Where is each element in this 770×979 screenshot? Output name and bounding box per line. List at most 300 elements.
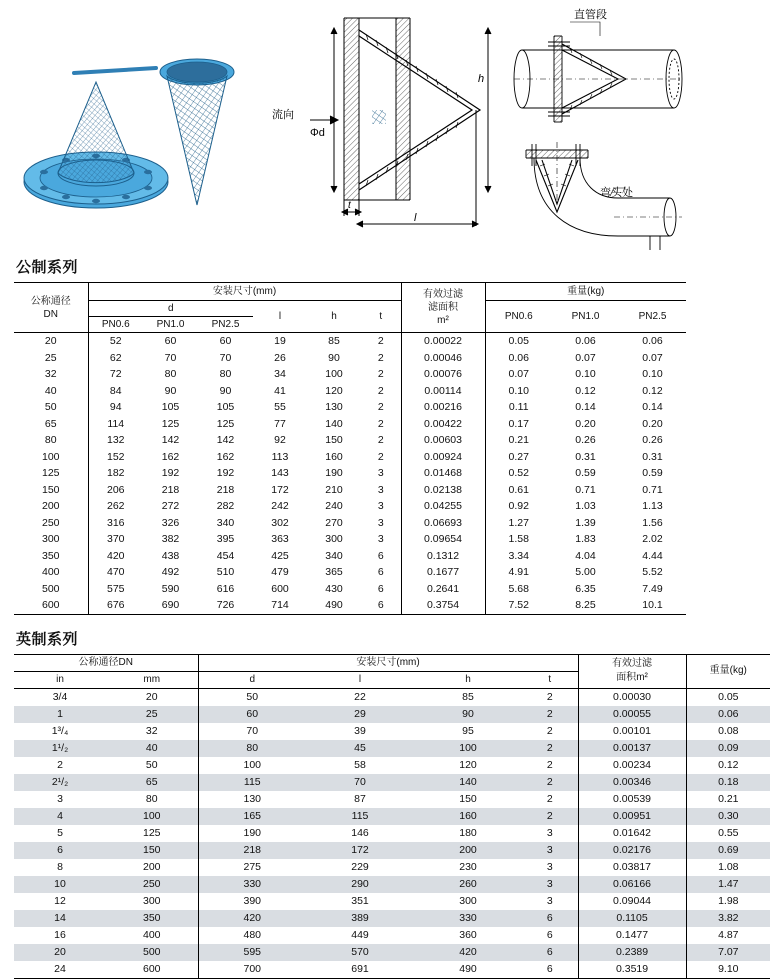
metric-cell-w-pn06: 0.52: [508, 467, 529, 479]
metric-cell-dn: 65: [14, 416, 88, 433]
metric-header-h: h: [331, 311, 337, 322]
imperial-cell-t: 2: [522, 791, 578, 808]
metric-cell-d-pn10: 70: [164, 351, 177, 364]
metric-cell-h: 160: [325, 450, 343, 463]
metric-cell-d-pn10: 272: [161, 500, 180, 512]
imperial-cell-area: 0.00137: [578, 740, 686, 757]
imperial-cell-in: 8: [57, 860, 63, 873]
table-row: [14, 581, 686, 598]
metric-cell-dn: 400: [14, 564, 88, 581]
table-row: [14, 465, 686, 482]
metric-cell-l: 41: [274, 384, 286, 397]
imperial-cell-area: 0.00234: [578, 757, 686, 774]
imperial-cell-h: 360: [459, 928, 477, 941]
imperial-cell-mm: 65: [106, 774, 198, 791]
metric-cell-dn: 200: [14, 498, 88, 515]
metric-cell-d-pn06: 676: [106, 599, 125, 611]
label-h: h: [478, 73, 485, 85]
imperial-cell-h: 300: [459, 894, 477, 907]
imperial-cell-weight: 4.87: [718, 928, 739, 941]
imperial-cell-mm: 300: [106, 893, 198, 910]
imperial-cell-d: 390: [243, 894, 262, 907]
metric-cell-w-pn25: 7.49: [642, 582, 663, 595]
metric-cell-t: 2: [361, 399, 401, 416]
metric-cell-w-pn10: 0.26: [575, 434, 596, 446]
cross-section-drawing: [310, 18, 491, 227]
imperial-cell-in: 4: [14, 808, 106, 825]
metric-cell-d-pn10: 80: [164, 368, 177, 380]
metric-cell-w-pn10: 5.00: [575, 566, 596, 578]
imperial-cell-d: 50: [246, 690, 259, 703]
imperial-cell-l: 172: [306, 842, 414, 859]
imperial-cell-weight: 0.09: [686, 740, 770, 757]
table-row: [14, 515, 686, 532]
imperial-cell-l: 229: [351, 860, 369, 873]
imperial-cell-area: 0.3519: [578, 961, 686, 979]
imperial-cell-d: 100: [243, 758, 262, 771]
imperial-cell-t: 3: [522, 859, 578, 876]
metric-header-weight-pn25: PN2.5: [638, 311, 667, 322]
metric-cell-t: 3: [361, 531, 401, 548]
metric-cell-w-pn25: 0.10: [642, 368, 663, 380]
metric-header-weight-pn10: PN1.0: [571, 311, 600, 322]
metric-cell-w-pn10: 0.07: [575, 351, 596, 364]
metric-cell-d-pn06: 62: [109, 351, 122, 364]
imperial-cell-area: 0.09044: [578, 893, 686, 910]
imperial-cell-t: 6: [522, 910, 578, 927]
metric-cell-w-pn25: 0.20: [642, 417, 663, 430]
metric-cell-d-pn10: 162: [161, 450, 180, 463]
metric-cell-w-pn06: 0.21: [508, 434, 529, 446]
metric-cell-d-pn06: 370: [106, 533, 125, 545]
metric-table: [14, 282, 686, 615]
table-row: [14, 842, 770, 859]
imperial-cell-mm: 150: [106, 842, 198, 859]
metric-cell-w-pn25: 0.59: [642, 467, 663, 479]
metric-cell-area: 0.00216: [401, 399, 485, 416]
imperial-cell-weight: 3.82: [686, 910, 770, 927]
table-row: [14, 482, 686, 499]
metric-cell-d-pn06: 84: [109, 384, 122, 397]
metric-cell-d-pn06: 470: [106, 566, 125, 578]
imperial-cell-l: 449: [351, 928, 369, 941]
table-row: [14, 808, 770, 825]
metric-cell-w-pn06: 4.91: [508, 566, 529, 578]
metric-cell-h: 190: [325, 467, 343, 479]
metric-cell-d-pn06: 420: [106, 549, 125, 562]
table-row: [14, 944, 770, 961]
metric-cell-w-pn10: 0.71: [575, 483, 596, 496]
table-row: [14, 791, 770, 808]
metric-cell-d-pn06: 575: [106, 582, 125, 595]
metric-cell-area: 0.00603: [401, 432, 485, 449]
imperial-header-weight: 重量(kg): [709, 665, 747, 676]
imperial-cell-h: 260: [414, 876, 522, 893]
metric-cell-d-pn25: 162: [216, 450, 235, 463]
metric-cell-w-pn25: 2.02: [642, 533, 663, 545]
imperial-cell-d: 595: [198, 944, 306, 961]
metric-cell-d-pn25: 726: [216, 599, 235, 611]
imperial-cell-l: 146: [351, 826, 369, 839]
imperial-cell-in: 20: [14, 944, 106, 961]
metric-cell-area: 0.09654: [401, 531, 485, 548]
metric-cell-d-pn10: 90: [164, 384, 177, 397]
illustration-svg: [14, 0, 686, 250]
metric-cell-area: 0.04255: [401, 498, 485, 515]
imperial-cell-area: 0.06166: [578, 876, 686, 893]
metric-cell-w-pn10: 1.03: [575, 500, 596, 512]
metric-cell-dn: 32: [14, 366, 88, 383]
metric-cell-dn: 25: [14, 350, 88, 367]
metric-cell-d-pn06: 132: [106, 434, 125, 446]
metric-cell-d-pn06: 206: [106, 483, 125, 496]
metric-cell-dn: 150: [14, 482, 88, 499]
table-row: [14, 859, 770, 876]
metric-cell-w-pn10: 0.14: [575, 401, 596, 413]
imperial-cell-t: 6: [522, 927, 578, 944]
metric-cell-dn: 100: [14, 449, 88, 466]
imperial-cell-weight: 1.98: [718, 894, 739, 907]
basket-strainer-photo: [24, 59, 234, 208]
metric-header-weight: 重量(kg): [485, 283, 686, 301]
imperial-cell-h: 140: [414, 774, 522, 791]
metric-cell-d-pn10: 142: [161, 434, 180, 446]
metric-cell-h: 100: [325, 368, 343, 380]
imperial-cell-t: 2: [522, 688, 578, 706]
table-row: [14, 333, 686, 350]
metric-cell-w-pn06: 0.06: [508, 351, 529, 364]
metric-cell-w-pn10: 0.10: [575, 368, 596, 380]
imperial-cell-t: 2: [522, 757, 578, 774]
metric-cell-t: 6: [361, 597, 401, 614]
metric-header-l: l: [278, 311, 282, 322]
metric-cell-l: 19: [274, 335, 286, 347]
imperial-cell-h: 160: [414, 808, 522, 825]
imperial-cell-d: 60: [198, 706, 306, 723]
imperial-cell-weight: 0.55: [718, 826, 739, 839]
metric-cell-d-pn10: 125: [161, 417, 180, 430]
imperial-cell-mm: 80: [106, 791, 198, 808]
metric-cell-area: 0.00924: [401, 449, 485, 466]
metric-cell-d-pn10: 60: [164, 335, 177, 347]
metric-cell-area: 0.00022: [401, 333, 485, 350]
imperial-cell-t: 3: [522, 825, 578, 842]
imperial-cell-d: 480: [243, 928, 262, 941]
imperial-cell-weight: 0.06: [686, 706, 770, 723]
metric-cell-w-pn06: 0.17: [508, 417, 529, 430]
table-row: [14, 564, 686, 581]
imperial-cell-h: 85: [462, 690, 474, 703]
metric-cell-d-pn25: 80: [219, 368, 232, 380]
metric-cell-dn: 350: [14, 548, 88, 565]
label-diameter: Φd: [310, 127, 325, 139]
imperial-cell-area: 0.00951: [578, 808, 686, 825]
metric-cell-w-pn25: 4.44: [642, 549, 663, 562]
table-row: [14, 876, 770, 893]
imperial-cell-l: 39: [354, 724, 366, 737]
metric-cell-w-pn10: 1.39: [575, 516, 596, 529]
metric-header-t: t: [361, 301, 401, 333]
metric-cell-h: 85: [328, 335, 340, 347]
metric-cell-d-pn25: 510: [216, 566, 235, 578]
metric-cell-area: 0.00114: [401, 383, 485, 400]
metric-cell-w-pn06: 3.34: [508, 549, 529, 562]
metric-cell-d-pn06: 262: [106, 500, 125, 512]
table-row: [14, 740, 770, 757]
imperial-cell-l: 351: [351, 894, 369, 907]
imperial-header-l: l: [358, 673, 362, 685]
metric-cell-h: 430: [325, 582, 343, 595]
imperial-header-mm: mm: [106, 671, 198, 688]
imperial-cell-mm: 25: [106, 706, 198, 723]
table-row: [14, 757, 770, 774]
metric-cell-dn: 80: [14, 432, 88, 449]
metric-cell-d-pn25: 142: [216, 434, 235, 446]
metric-cell-h: 340: [325, 549, 343, 562]
label-straight-pipe: 直管段: [574, 9, 607, 21]
imperial-cell-in: 16: [54, 928, 66, 941]
metric-cell-dn: 300: [14, 531, 88, 548]
imperial-cell-mm: 600: [106, 961, 198, 979]
metric-header-d: d: [88, 301, 253, 317]
metric-cell-l: 479: [271, 566, 289, 578]
metric-cell-area: 0.06693: [401, 515, 485, 532]
metric-header-dn: 公称通径 DN: [14, 283, 88, 333]
metric-cell-t: 6: [361, 581, 401, 598]
imperial-cell-in: 1³/₄: [51, 724, 69, 737]
table-row: [14, 723, 770, 740]
metric-cell-d-pn10: 492: [161, 566, 180, 578]
metric-cell-d-pn06: 152: [106, 450, 125, 463]
metric-cell-d-pn06: 72: [109, 368, 122, 380]
imperial-cell-area: 0.2389: [578, 944, 686, 961]
imperial-cell-l: 389: [306, 910, 414, 927]
imperial-header-area: 有效过滤 面积m²: [578, 654, 686, 688]
metric-cell-d-pn25: 395: [216, 533, 235, 545]
metric-cell-d-pn10: 590: [161, 582, 180, 595]
metric-cell-d-pn10: 326: [161, 516, 180, 529]
imperial-cell-t: 3: [522, 876, 578, 893]
metric-cell-dn: 500: [14, 581, 88, 598]
metric-cell-w-pn06: 0.61: [508, 483, 529, 496]
metric-cell-d-pn25: 60: [219, 335, 232, 347]
table-row: [14, 961, 770, 979]
imperial-cell-t: 2: [522, 774, 578, 791]
table-row: [14, 893, 770, 910]
metric-header-install: 安装尺寸(mm): [88, 283, 401, 301]
metric-cell-d-pn06: 94: [109, 401, 122, 413]
metric-cell-area: 0.00076: [401, 366, 485, 383]
imperial-cell-l: 87: [354, 792, 366, 805]
metric-cell-l: 143: [271, 467, 289, 479]
imperial-cell-area: 0.00055: [578, 706, 686, 723]
imperial-cell-weight: 1.08: [718, 860, 739, 873]
imperial-cell-weight: 1.47: [686, 876, 770, 893]
table-row: [14, 825, 770, 842]
metric-cell-area: 0.3754: [401, 597, 485, 614]
table-row: [14, 498, 686, 515]
imperial-cell-mm: 250: [106, 876, 198, 893]
metric-cell-t: 3: [361, 465, 401, 482]
table-row: [14, 399, 686, 416]
metric-cell-t: 2: [361, 449, 401, 466]
label-elbow: 弯头处: [600, 187, 633, 199]
metric-cell-area: 0.00422: [401, 416, 485, 433]
imperial-cell-h: 150: [459, 792, 477, 805]
product-illustration-band: [14, 0, 686, 250]
imperial-cell-weight: 7.07: [686, 944, 770, 961]
imperial-cell-l: 58: [354, 758, 366, 771]
table-row: [14, 366, 686, 383]
metric-cell-l: 92: [274, 434, 286, 446]
metric-cell-w-pn06: 0.07: [508, 368, 529, 380]
metric-cell-h: 210: [325, 483, 343, 496]
metric-cell-dn: 600: [14, 597, 88, 614]
metric-cell-dn: 40: [14, 383, 88, 400]
metric-cell-w-pn06: 7.52: [508, 599, 529, 611]
imperial-cell-mm: 350: [106, 910, 198, 927]
metric-cell-w-pn06: 0.11: [508, 401, 529, 413]
metric-cell-h: 120: [325, 384, 343, 397]
imperial-cell-t: 2: [522, 723, 578, 740]
imperial-cell-in: 1: [14, 706, 106, 723]
metric-cell-dn: 50: [14, 399, 88, 416]
imperial-cell-in: 5: [57, 826, 63, 839]
imperial-cell-l: 570: [306, 944, 414, 961]
imperial-cell-l: 115: [306, 808, 414, 825]
metric-cell-w-pn10: 0.59: [575, 467, 596, 479]
metric-cell-l: 363: [271, 533, 289, 545]
table-row: [14, 706, 770, 723]
metric-cell-w-pn10: 0.20: [575, 417, 596, 430]
metric-cell-d-pn10: 690: [161, 599, 180, 611]
imperial-cell-h: 490: [459, 962, 477, 975]
imperial-cell-mm: 20: [106, 688, 198, 706]
imperial-cell-l: 22: [354, 690, 366, 703]
metric-cell-d-pn10: 192: [161, 467, 180, 479]
imperial-cell-weight: 0.08: [718, 724, 739, 737]
metric-cell-h: 365: [325, 566, 343, 578]
metric-cell-l: 242: [271, 500, 289, 512]
metric-cell-d-pn06: 182: [106, 467, 125, 479]
imperial-cell-weight: 9.10: [718, 962, 739, 975]
metric-cell-d-pn25: 125: [216, 417, 235, 430]
metric-cell-dn: 125: [14, 465, 88, 482]
metric-cell-l: 425: [271, 549, 289, 562]
metric-cell-w-pn06: 0.92: [508, 500, 529, 512]
imperial-cell-d: 130: [243, 792, 262, 805]
metric-header-area: 有效过滤 滤面积 m²: [401, 283, 485, 333]
metric-cell-h: 490: [325, 599, 343, 611]
metric-cell-l: 26: [274, 351, 286, 364]
metric-cell-w-pn10: 4.04: [575, 549, 596, 562]
metric-cell-l: 55: [274, 401, 286, 413]
imperial-cell-area: 0.03817: [578, 859, 686, 876]
imperial-cell-in: 6: [14, 842, 106, 859]
imperial-cell-area: 0.01642: [578, 825, 686, 842]
imperial-header-install: 安装尺寸(mm): [198, 654, 578, 671]
imperial-cell-h: 120: [459, 758, 477, 771]
imperial-table: [14, 654, 770, 979]
imperial-cell-area: 0.02176: [578, 842, 686, 859]
metric-cell-d-pn06: 52: [109, 335, 122, 347]
imperial-cell-in: 3/4: [52, 690, 68, 703]
imperial-cell-d: 420: [198, 910, 306, 927]
table-row: [14, 774, 770, 791]
metric-cell-t: 3: [361, 498, 401, 515]
imperial-cell-area: 0.00030: [578, 688, 686, 706]
straight-pipe-install-drawing: [514, 22, 682, 122]
imperial-cell-l: 45: [306, 740, 414, 757]
metric-cell-w-pn06: 0.05: [508, 335, 529, 347]
table-row: [14, 432, 686, 449]
metric-cell-l: 77: [274, 417, 286, 430]
metric-cell-d-pn10: 382: [161, 533, 180, 545]
imperial-cell-weight: 0.30: [686, 808, 770, 825]
imperial-cell-mm: 500: [106, 944, 198, 961]
imperial-cell-t: 2: [522, 740, 578, 757]
imperial-cell-mm: 200: [106, 859, 198, 876]
imperial-cell-in: 1¹/₂: [14, 740, 106, 757]
imperial-cell-h: 180: [459, 826, 477, 839]
metric-cell-t: 2: [361, 383, 401, 400]
metric-cell-d-pn10: 105: [161, 401, 180, 413]
metric-header-weight-pn06: PN0.6: [504, 311, 533, 322]
metric-cell-w-pn25: 0.31: [642, 450, 663, 463]
metric-cell-l: 714: [271, 599, 289, 611]
imperial-section-title: 英制系列: [16, 630, 79, 648]
table-row: [14, 383, 686, 400]
imperial-cell-area: 0.00539: [578, 791, 686, 808]
imperial-cell-h: 100: [414, 740, 522, 757]
metric-cell-l: 34: [274, 368, 286, 380]
metric-cell-h: 270: [325, 516, 343, 529]
table-row: [14, 531, 686, 548]
imperial-header-h: h: [465, 673, 471, 685]
metric-cell-d-pn10: 438: [161, 549, 180, 562]
metric-cell-d-pn25: 218: [216, 483, 235, 496]
label-flow: 流向: [272, 109, 294, 121]
metric-cell-area: 0.2641: [401, 581, 485, 598]
imperial-cell-t: 2: [522, 808, 578, 825]
imperial-cell-weight: 0.05: [718, 690, 739, 703]
metric-cell-d-pn06: 114: [107, 417, 125, 430]
imperial-cell-in: 24: [54, 962, 66, 975]
imperial-cell-h: 200: [414, 842, 522, 859]
imperial-header-dn: 公称通径DN: [14, 654, 198, 671]
imperial-cell-mm: 100: [106, 808, 198, 825]
metric-cell-w-pn25: 0.07: [642, 351, 663, 364]
metric-cell-t: 2: [361, 350, 401, 367]
imperial-cell-h: 95: [462, 724, 474, 737]
metric-cell-h: 300: [325, 533, 343, 545]
metric-cell-area: 0.1312: [401, 548, 485, 565]
metric-cell-d-pn25: 282: [216, 500, 235, 512]
imperial-cell-t: 6: [522, 961, 578, 979]
imperial-cell-in: 10: [14, 876, 106, 893]
metric-cell-w-pn25: 0.06: [642, 335, 663, 347]
metric-cell-w-pn06: 0.10: [508, 384, 529, 397]
imperial-cell-area: 0.00101: [578, 723, 686, 740]
imperial-cell-area: 0.1105: [578, 910, 686, 927]
metric-cell-w-pn25: 0.14: [642, 401, 663, 413]
imperial-header-in: in: [56, 673, 64, 685]
imperial-cell-t: 2: [522, 706, 578, 723]
metric-cell-d-pn06: 316: [106, 516, 125, 529]
imperial-cell-d: 190: [243, 826, 262, 839]
table-row: [14, 548, 686, 565]
metric-cell-d-pn25: 192: [216, 467, 235, 479]
